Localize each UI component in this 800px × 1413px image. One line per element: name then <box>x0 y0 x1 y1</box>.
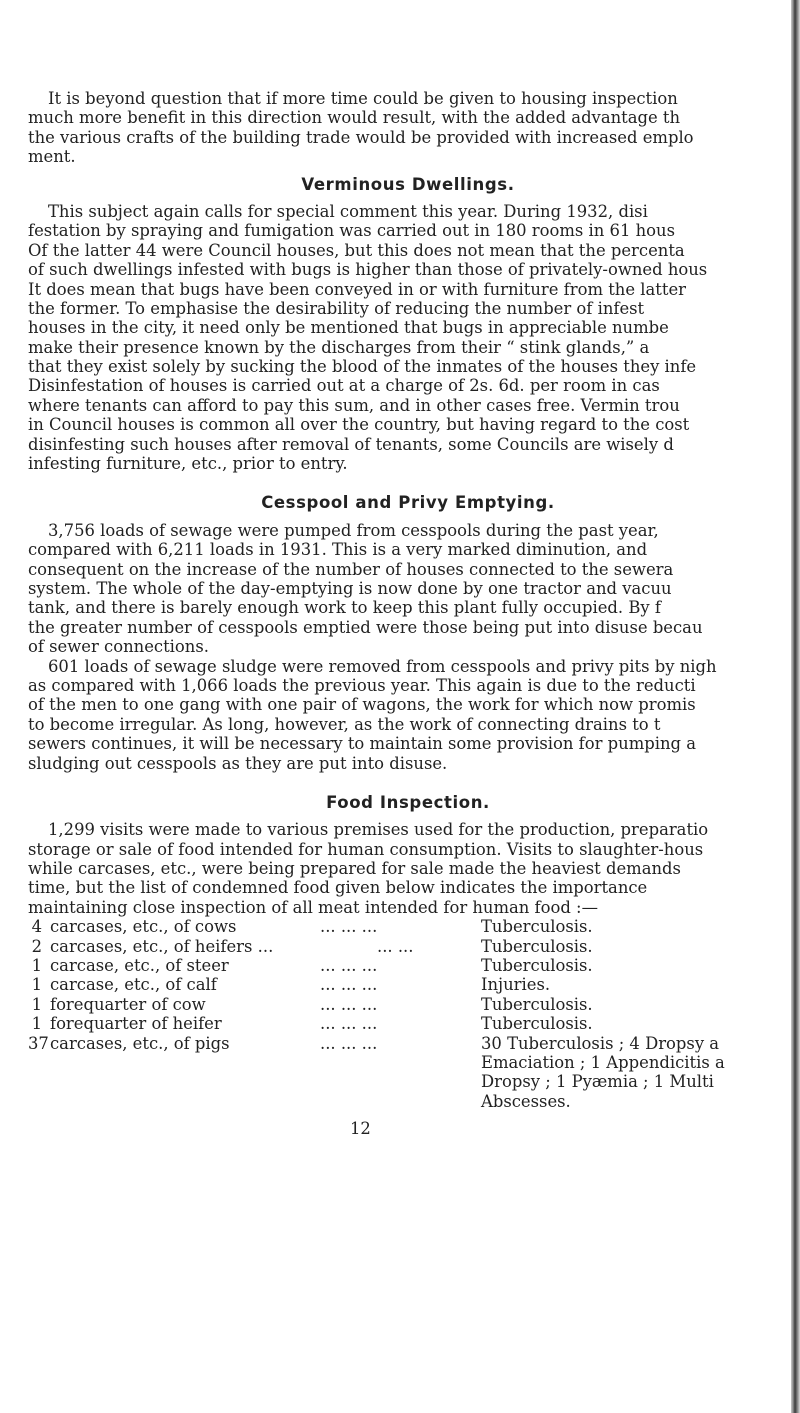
text-line: make their presence known by the discharges from their “ stink glands,” a <box>28 337 650 357</box>
table-row <box>28 975 800 994</box>
text-line: of the men to one gang with one pair of wagons, the work for which now promis <box>28 695 696 715</box>
section-heading-verminous: Verminous Dwellings. <box>301 174 515 194</box>
quantity: 1 <box>31 975 42 995</box>
condemnation-cause-continued: Dropsy ; 1 Pyæmia ; 1 Multi <box>481 1072 714 1092</box>
text-line: where tenants can afford to pay this sum, and in other cases free. Vermin trou <box>28 395 680 415</box>
text-line: Of the latter 44 were Council houses, but this does not mean that the percenta <box>28 240 685 260</box>
condemnation-cause: Injuries. <box>481 975 551 995</box>
quantity: 37 <box>28 1033 49 1053</box>
table-row <box>28 937 800 956</box>
item-description: forequarter of heifer <box>50 1014 222 1034</box>
quantity: 1 <box>31 1014 42 1034</box>
text-line: It does mean that bugs have been conveyed in or with furniture from the latter <box>28 279 686 299</box>
text-line: infesting furniture, etc., prior to entry. <box>28 454 348 474</box>
text-line: This subject again calls for special comment this year. During 1932, disi <box>48 201 648 221</box>
text-line: 1,299 visits were made to various premises used for the production, preparatio <box>48 820 709 840</box>
leader-dots: ... ... ... <box>320 956 378 976</box>
section-heading-cesspool: Cesspool and Privy Emptying. <box>261 493 555 513</box>
section-heading-food: Food Inspection. <box>326 792 490 812</box>
text-line: sewers continues, it will be necessary to maintain some provision for pumping a <box>28 734 697 754</box>
text-line: the various crafts of the building trade would be provided with increased emplo <box>28 127 694 147</box>
cesspool-paragraph-2 <box>28 657 800 773</box>
page-content <box>28 89 800 1139</box>
condemnation-cause: 30 Tuberculosis ; 4 Dropsy a <box>481 1033 720 1053</box>
table-row-continuation <box>28 1072 800 1091</box>
quantity: 1 <box>31 956 42 976</box>
text-line: 3,756 loads of sewage were pumped from cesspools during the past year, <box>48 520 659 540</box>
text-line: consequent on the increase of the number of houses connected to the sewera <box>28 559 674 579</box>
text-line: system. The whole of the day-emptying is now done by one tractor and vacuu <box>28 578 672 598</box>
text-line: Disinfestation of houses is carried out at a charge of 2s. 6d. per room in cas <box>28 376 660 396</box>
text-line: sludging out cesspools as they are put into disuse. <box>28 753 448 773</box>
item-description: carcase, etc., of steer <box>50 956 229 976</box>
condemnation-cause-continued: Emaciation ; 1 Appendicitis a <box>481 1052 725 1072</box>
page-number: 12 <box>350 1119 371 1139</box>
quantity: 4 <box>31 917 42 937</box>
table-row <box>28 917 800 936</box>
quantity: 2 <box>31 936 42 956</box>
table-row <box>28 995 800 1014</box>
table-row <box>28 1034 800 1053</box>
text-line: maintaining close inspection of all meat intended for human food :— <box>28 897 598 917</box>
text-line: storage or sale of food intended for human consumption. Visits to slaughter-hous <box>28 839 704 859</box>
table-row-continuation <box>28 1092 800 1111</box>
table-row <box>28 956 800 975</box>
text-line: time, but the list of condemned food given below indicates the importance <box>28 878 648 898</box>
item-description: forequarter of cow <box>50 994 206 1014</box>
food-paragraph <box>28 820 800 917</box>
verminous-paragraph <box>28 202 800 473</box>
text-line: festation by spraying and fumigation was carried out in 180 rooms in 61 hous <box>28 221 676 241</box>
text-line: the greater number of cesspools emptied were those being put into disuse becau <box>28 617 703 637</box>
text-line: of such dwellings infested with bugs is higher than those of privately-owned hous <box>28 260 708 280</box>
text-line: while carcases, etc., were being prepared for sale made the heaviest demands <box>28 859 681 879</box>
item-description: carcases, etc., of cows <box>50 917 237 937</box>
text-line: in Council houses is common all over the country, but having regard to the cost <box>28 415 690 435</box>
text-line: houses in the city, it need only be mentioned that bugs in appreciable numbe <box>28 318 669 338</box>
text-line: compared with 6,211 loads in 1931. This is a very marked diminution, and <box>28 540 648 560</box>
intro-paragraph <box>28 89 800 167</box>
text-line: much more benefit in this direction would result, with the added advantage th <box>28 108 681 128</box>
text-line: ment. <box>28 147 76 167</box>
condemned-food-table <box>28 917 800 1111</box>
text-line: disinfesting such houses after removal of tenants, some Councils are wisely d <box>28 434 674 454</box>
text-line: It is beyond question that if more time could be given to housing inspection <box>48 89 678 108</box>
text-line: as compared with 1,066 loads the previous year. This again is due to the reducti <box>28 675 696 695</box>
table-row-continuation <box>28 1053 800 1072</box>
item-description: carcases, etc., of pigs <box>50 1033 230 1053</box>
leader-dots: ... ... ... <box>320 917 378 937</box>
item-description: carcases, etc., of heifers ... <box>50 936 274 956</box>
condemnation-cause-continued: Abscesses. <box>481 1091 571 1111</box>
text-line: to become irregular. As long, however, as the work of connecting drains to t <box>28 714 661 734</box>
leader-dots: ... ... ... <box>320 994 378 1014</box>
condemnation-cause: Tuberculosis. <box>481 994 593 1014</box>
quantity: 1 <box>31 994 42 1014</box>
text-line: that they exist solely by sucking the blood of the inmates of the houses they infe <box>28 357 697 377</box>
condemnation-cause: Tuberculosis. <box>481 936 593 956</box>
cesspool-paragraph-1 <box>28 521 800 657</box>
item-description: carcase, etc., of calf <box>50 975 217 995</box>
text-line: tank, and there is barely enough work to keep this plant fully occupied. By f <box>28 598 661 618</box>
text-line: of sewer connections. <box>28 637 209 657</box>
condemnation-cause: Tuberculosis. <box>481 1014 593 1034</box>
text-line: 601 loads of sewage sludge were removed from cesspools and privy pits by nigh <box>48 656 717 676</box>
leader-dots: ... ... ... <box>320 1014 378 1034</box>
condemnation-cause: Tuberculosis. <box>481 917 593 937</box>
table-row <box>28 1014 800 1033</box>
leader-dots: ... ... <box>377 936 414 956</box>
leader-dots: ... ... ... <box>320 975 378 995</box>
text-line: the former. To emphasise the desirability of reducing the number of infest <box>28 298 645 318</box>
leader-dots: ... ... ... <box>320 1033 378 1053</box>
condemnation-cause: Tuberculosis. <box>481 956 593 976</box>
